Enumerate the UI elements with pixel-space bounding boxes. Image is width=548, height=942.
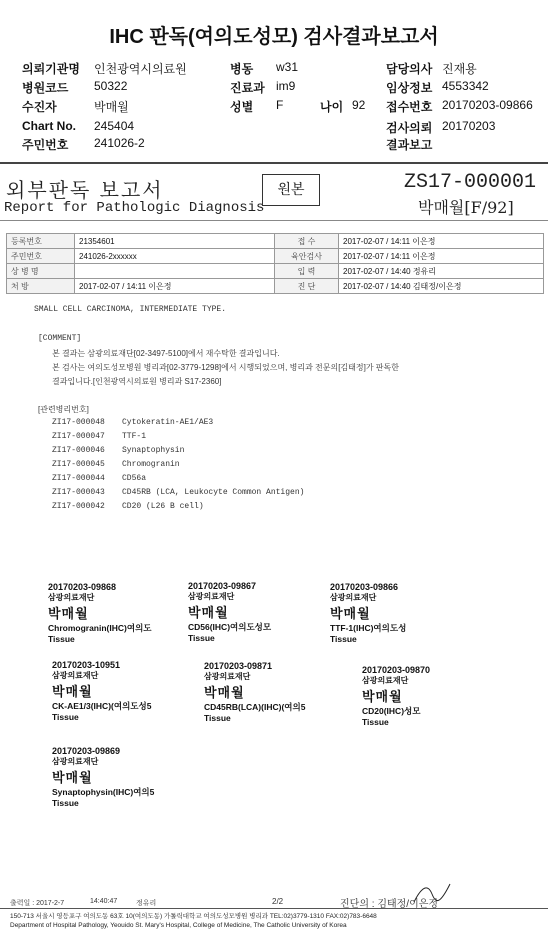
slide-label-number: 20170203-09867 — [188, 581, 257, 591]
footer-printed-time: 14:40:47 — [90, 898, 118, 905]
field-value-ward: w31 — [276, 60, 299, 74]
field-label-doctor: 담당의사 — [386, 62, 433, 76]
field-value-doctor: 진재용 — [442, 62, 477, 76]
slide-label-institution: 삼광의료재단 — [52, 671, 99, 680]
field-label-hospital-code: 병원코드 — [22, 81, 69, 95]
info-label: 주민번호 — [7, 249, 75, 264]
slide-label-tissue: Tissue — [188, 633, 215, 643]
slide-label-tissue: Tissue — [362, 717, 389, 727]
report-title-en: Report for Pathologic Diagnosis — [4, 200, 265, 216]
footer-printed-date: 출력일 : 2017-2-7 — [10, 900, 65, 907]
slide-label-test: TTF-1(IHC)여의도성 — [330, 623, 407, 633]
slide-label-number: 20170203-09870 — [362, 665, 431, 675]
slide-label-number: 20170203-09871 — [204, 661, 273, 671]
slide-label-institution: 삼광의료재단 — [48, 593, 95, 602]
slide-label-institution: 삼광의료재단 — [204, 672, 251, 681]
original-stamp: 원본 — [262, 174, 320, 206]
comment-line: 결과입니다.[인천광역시의료원 병리과 S17-2360] — [52, 377, 222, 386]
slide-label-number: 20170203-09868 — [48, 582, 117, 592]
slide-label-test: CK-AE1/3(IHC)(여의도성5 — [52, 701, 152, 711]
slide-label-patient: 박매월 — [48, 606, 89, 621]
slide-label-institution: 삼광의료재단 — [188, 592, 235, 601]
slide-label-institution: 삼광의료재단 — [330, 593, 377, 602]
footer-department: Department of Hospital Pathology, Yeouido St. Mary's Hospital, College of Medicine, The Catholic University of Korea — [10, 922, 347, 929]
info-label: 접 수 — [275, 234, 339, 249]
related-code: ZI17-000046 — [52, 446, 105, 455]
field-label-receipt-no: 접수번호 — [386, 100, 433, 114]
info-value: 21354601 — [75, 234, 275, 249]
related-desc: CD45RB (LCA, Leukocyte Common Antigen) — [122, 488, 305, 497]
slide-label-tissue: Tissue — [52, 712, 79, 722]
table-row — [7, 279, 544, 294]
slide-label-tissue: Tissue — [204, 713, 231, 723]
related-desc: Cytokeratin-AE1/AE3 — [122, 418, 214, 427]
page-title: IHC 판독(여의도성모) 검사결과보고서 — [109, 26, 439, 48]
field-label-institution: 의뢰기관명 — [22, 62, 80, 76]
related-desc: TTF-1 — [122, 432, 147, 441]
field-value-institution: 인천광역시의료원 — [94, 62, 187, 76]
field-label-age: 나이 — [320, 100, 344, 114]
info-value: 2017-02-07 / 14:11 이은정 — [339, 234, 544, 249]
field-value-hospital-code: 50322 — [94, 79, 128, 93]
slide-label-patient: 박매월 — [188, 605, 229, 620]
field-label-result-report: 결과보고 — [386, 138, 433, 152]
related-code: ZI17-000043 — [52, 488, 105, 497]
table-row — [7, 234, 544, 249]
slide-label-number: 20170203-10951 — [52, 660, 121, 670]
field-label-department: 진료과 — [230, 81, 265, 95]
slide-label — [52, 746, 154, 808]
slide-label — [188, 581, 271, 643]
report-rule — [0, 220, 548, 221]
footer-diagnoser: 진단의 : 김태정/이은정 — [340, 899, 439, 910]
related-code: ZI17-000048 — [52, 418, 105, 427]
report-number: ZS17-000001 — [404, 171, 537, 194]
info-value — [75, 264, 275, 279]
related-label: [관련병리번호] — [38, 405, 89, 414]
slide-label-patient: 박매월 — [52, 770, 93, 785]
info-value: 2017-02-07 / 14:40 김태정/이은정 — [339, 279, 544, 294]
slide-label-test: Chromogranin(IHC)여의도 — [48, 623, 152, 633]
related-desc: Chromogranin — [122, 460, 180, 469]
slide-label-institution: 삼광의료재단 — [362, 676, 409, 685]
info-value: 2017-02-07 / 14:11 이은정 — [75, 279, 275, 294]
field-label-patient: 수진자 — [22, 100, 57, 114]
info-value: 241026-2xxxxxx — [75, 249, 275, 264]
slide-label-tissue: Tissue — [52, 798, 79, 808]
field-label-sex: 성별 — [230, 100, 254, 114]
slide-label-number: 20170203-09869 — [52, 746, 121, 756]
slide-label-test: CD45RB(LCA)(IHC)(여의5 — [204, 702, 306, 712]
table-row — [7, 264, 544, 279]
comment-label: [COMMENT] — [38, 334, 82, 343]
field-value-resident-no: 241026-2 — [94, 136, 145, 150]
diagnosis-text: SMALL CELL CARCINOMA, INTERMEDIATE TYPE. — [34, 305, 227, 314]
field-value-department: im9 — [276, 79, 296, 93]
slide-label-tissue: Tissue — [48, 634, 75, 644]
field-value-age: 92 — [352, 98, 366, 112]
table-row — [7, 249, 544, 264]
slide-label — [52, 660, 151, 722]
info-label: 등록번호 — [7, 234, 75, 249]
field-label-request-date: 검사의뢰 — [386, 121, 433, 135]
field-value-patient: 박매월 — [94, 100, 129, 114]
slide-label-test: Synaptophysin(IHC)여의5 — [52, 787, 155, 797]
slide-label — [330, 582, 406, 644]
footer-rule — [0, 908, 548, 909]
related-code: ZI17-000042 — [52, 502, 105, 511]
slide-label — [362, 665, 430, 727]
field-label-chart-no: Chart No. — [22, 119, 76, 133]
related-code: ZI17-000045 — [52, 460, 105, 469]
related-code: ZI17-000047 — [52, 432, 105, 441]
slide-label-patient: 박매월 — [362, 689, 403, 704]
info-label: 육안검사 — [275, 249, 339, 264]
slide-label — [48, 582, 152, 644]
related-desc: CD56a — [122, 474, 147, 483]
footer-printer: 정유리 — [136, 900, 157, 907]
report-patient: 박매월[F/92] — [418, 198, 514, 217]
slide-label-tissue: Tissue — [330, 634, 357, 644]
field-value-clinical-info: 4553342 — [442, 79, 489, 93]
field-value-sex: F — [276, 98, 284, 112]
signature-mark — [410, 880, 454, 908]
field-value-request-date: 20170203 — [442, 119, 496, 133]
field-label-resident-no: 주민번호 — [22, 138, 69, 152]
footer-page: 2/2 — [272, 897, 284, 906]
info-label: 처 방 — [7, 279, 75, 294]
field-label-clinical-info: 임상정보 — [386, 81, 433, 95]
header-divider — [0, 162, 548, 164]
info-label: 상 병 명 — [7, 264, 75, 279]
slide-label — [204, 661, 305, 723]
report-info-table — [6, 233, 544, 294]
report-title-ko: 외부판독 보고서 — [6, 178, 164, 202]
slide-label-test: CD20(IHC)성모 — [362, 706, 421, 716]
related-desc: Synaptophysin — [122, 446, 185, 455]
slide-label-patient: 박매월 — [330, 606, 371, 621]
field-value-receipt-no: 20170203-09866 — [442, 98, 533, 112]
slide-label-patient: 박매월 — [52, 684, 93, 699]
comment-line: 본 결과는 삼광의료재단[02-3497-5100]에서 재수탁한 결과입니다. — [52, 349, 280, 358]
slide-label-institution: 삼광의료재단 — [52, 757, 99, 766]
field-label-ward: 병동 — [230, 62, 254, 76]
info-label: 입 력 — [275, 264, 339, 279]
info-label: 진 단 — [275, 279, 339, 294]
info-value: 2017-02-07 / 14:40 정유리 — [339, 264, 544, 279]
comment-line: 본 검사는 여의도성모병원 병리과[02-3779-1298]에서 시행되었으며, 병리과 전문의[김태정]가 판독한 — [52, 363, 399, 372]
slide-label-test: CD56(IHC)여의도성모 — [188, 622, 272, 632]
related-desc: CD20 (L26 B cell) — [122, 502, 204, 511]
info-value: 2017-02-07 / 14:11 이은정 — [339, 249, 544, 264]
slide-label-number: 20170203-09866 — [330, 582, 399, 592]
slide-label-patient: 박매월 — [204, 685, 245, 700]
field-value-chart-no: 245404 — [94, 119, 135, 133]
footer-address: 150-713 서울시 영등포구 여의도동 63호 10(여의도동) 가톨릭대학교 여의도성모병원 병리과 TEL:02)3779-1310 FAX:02)783-6648 — [10, 913, 377, 920]
related-code: ZI17-000044 — [52, 474, 105, 483]
